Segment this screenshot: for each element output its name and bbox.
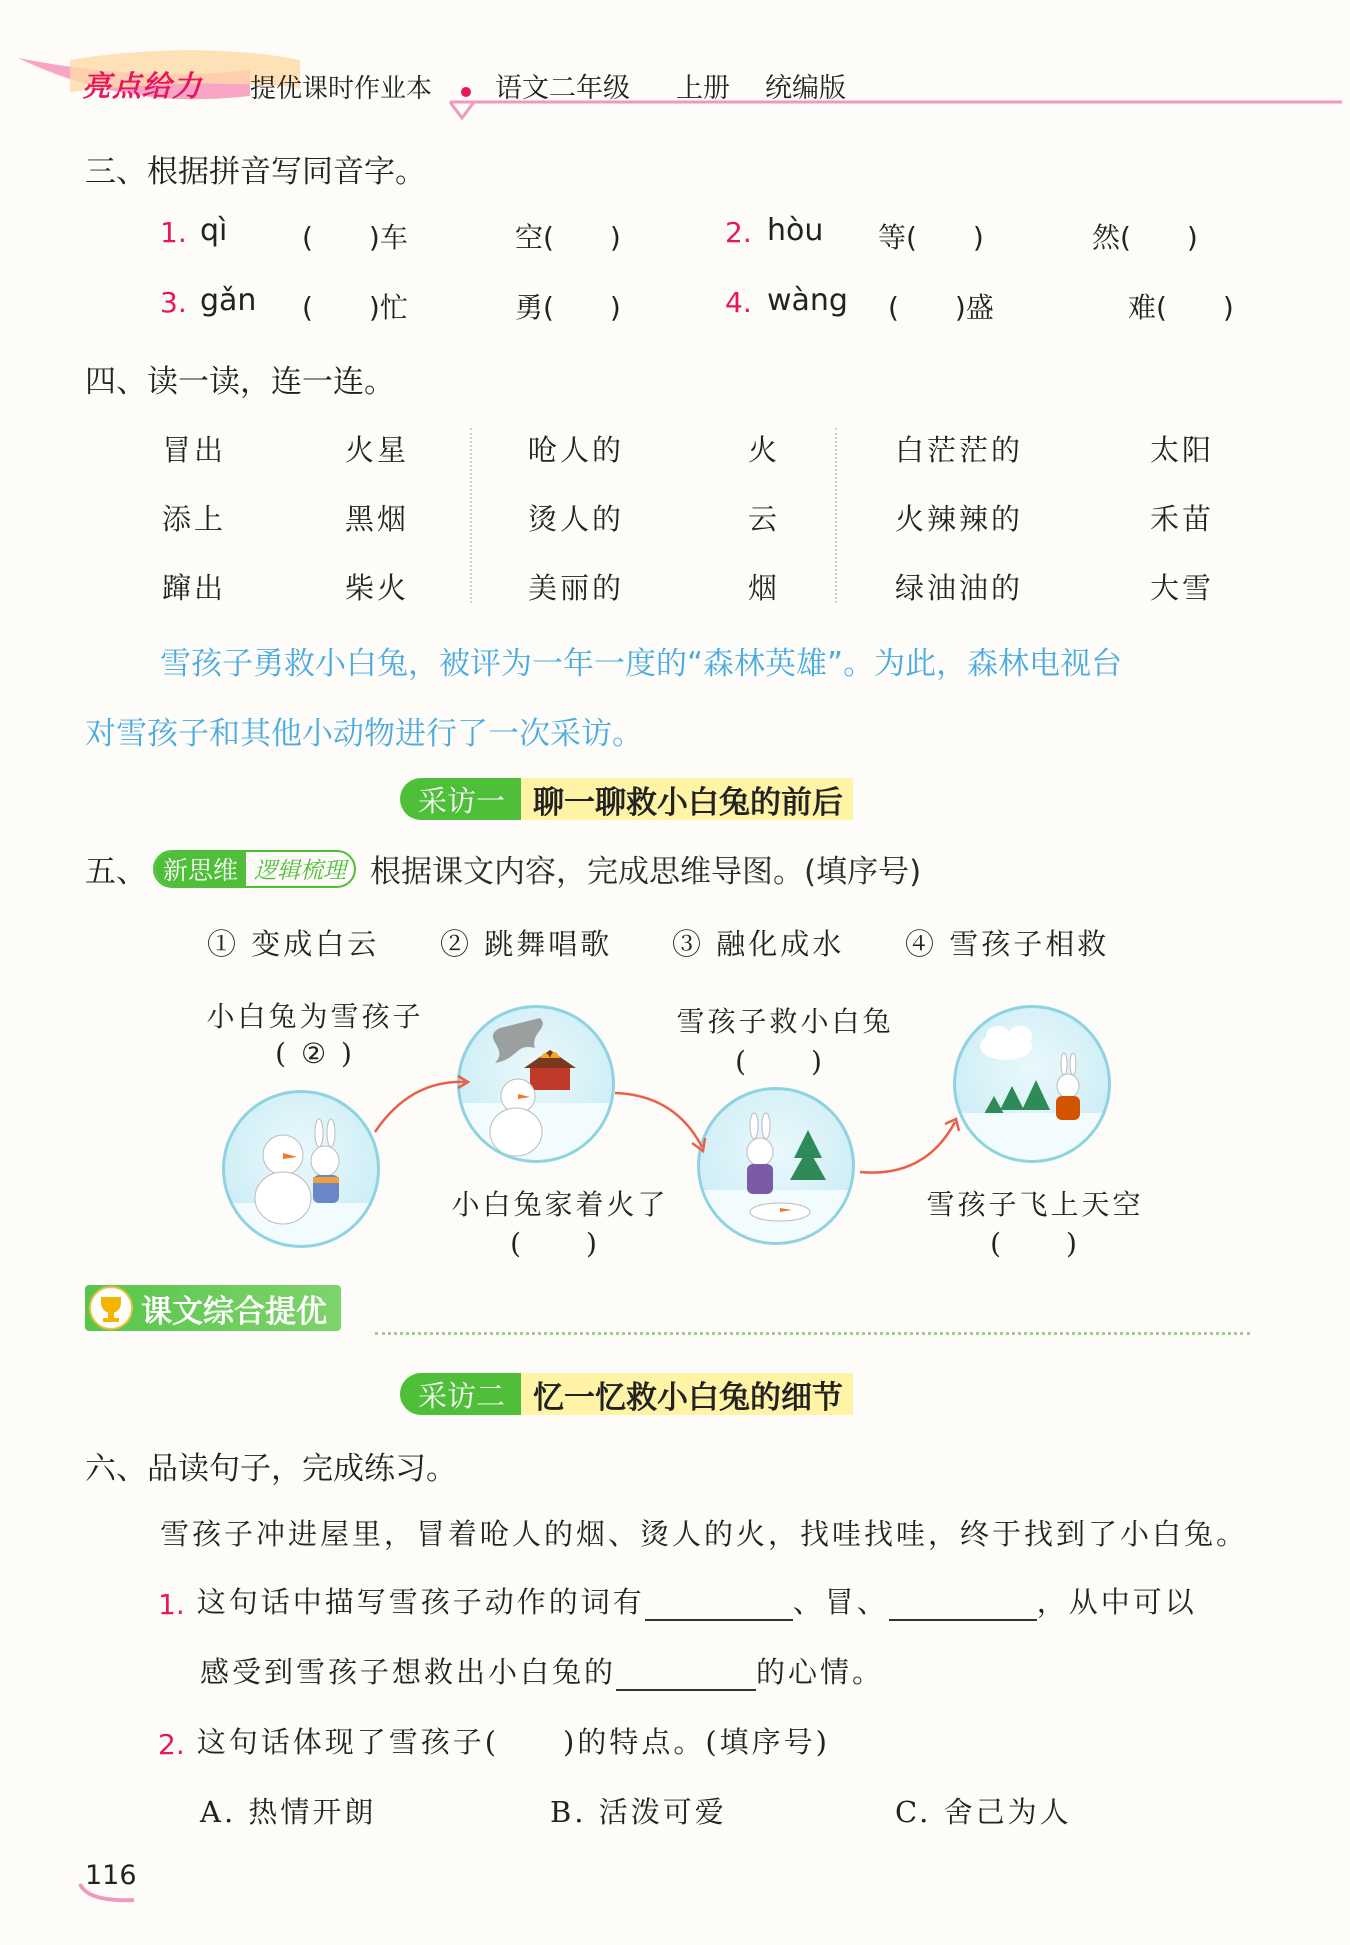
section4-title: 四、读一读，连一连。 xyxy=(85,364,395,400)
s3-item2-a: 等( ) xyxy=(878,221,984,254)
step4-answer: ( ) xyxy=(990,1227,1080,1260)
brand-logo: 亮点给力 xyxy=(82,69,203,103)
s6-q1-num: 1. xyxy=(158,1588,185,1621)
band-dotted-line xyxy=(375,1332,1250,1335)
s4-g2-right-2: 烟 xyxy=(748,571,781,605)
section5-heading xyxy=(85,846,921,891)
s3-item4-a: ( )盛 xyxy=(888,291,994,324)
s6-q1-text-c: ，从中可以 xyxy=(1036,1585,1197,1619)
s4-g3-left-1: 火辣辣的 xyxy=(895,502,1024,536)
trophy-icon xyxy=(86,1285,136,1331)
s6-q1-blank-3[interactable] xyxy=(616,1657,756,1691)
s4-g2-left-1: 烫人的 xyxy=(528,502,625,536)
book-subtitle: 提优课时作业本 xyxy=(250,74,433,104)
header-edition: 统编版 xyxy=(765,73,846,104)
s6-q1-blank-1[interactable] xyxy=(645,1587,793,1621)
story-line-1: 雪孩子勇救小白兔，被评为一年一度的“森林英雄”。为此，森林电视台 xyxy=(160,646,1123,682)
s4-g3-right-0: 太阳 xyxy=(1150,433,1215,467)
s6-choice-a[interactable]: A. 热情开朗 xyxy=(200,1795,377,1829)
s6-sentence: 雪孩子冲进屋里，冒着呛人的烟、烫人的火，找哇找哇，终于找到了小白兔。 xyxy=(160,1517,1249,1551)
step2-answer: ( ) xyxy=(510,1227,600,1260)
interview1-title: 聊一聊救小白兔的前后 xyxy=(521,778,853,820)
s4-g2-right-0: 火 xyxy=(748,433,781,467)
s6-q2 xyxy=(158,1720,830,1761)
illustration-cloud xyxy=(953,1005,1111,1163)
interview2-heading xyxy=(400,1373,853,1415)
section5-title: 根据课文内容，完成思维导图。(填序号) xyxy=(370,854,922,890)
s4-divider-1 xyxy=(470,428,472,603)
s6-q2-num: 2. xyxy=(158,1728,185,1761)
section5-prefix: 五、 xyxy=(85,854,147,890)
step1-caption: 小白兔为雪孩子 xyxy=(206,1000,424,1033)
interview1-tag: 采访一 xyxy=(400,778,521,820)
illustration-melting xyxy=(697,1087,855,1245)
header-subject: 语文二年级 xyxy=(495,73,630,104)
s4-g2-right-1: 云 xyxy=(748,502,781,536)
step2-caption: 小白兔家着火了 xyxy=(451,1188,669,1221)
s3-item2-pinyin: hòu xyxy=(767,213,824,248)
section3-title: 三、根据拼音写同音字。 xyxy=(85,154,426,190)
s3-item1-num: 1. xyxy=(160,216,187,249)
new-thinking-badge xyxy=(153,850,356,888)
s3-item2-num: 2. xyxy=(725,216,752,249)
illustration-fire xyxy=(457,1005,615,1163)
s4-g1-right-2: 柴火 xyxy=(345,571,410,605)
s6-q1-line1 xyxy=(158,1580,1197,1621)
s3-item2-b: 然( ) xyxy=(1092,221,1198,254)
s4-g3-right-2: 大雪 xyxy=(1150,571,1215,605)
s3-item1-a: ( )车 xyxy=(302,221,408,254)
s6-q1-text-a: 这句话中描写雪孩子动作的词有 xyxy=(196,1585,645,1619)
s6-q1-text-e: 的心情。 xyxy=(756,1655,885,1689)
page-number: 116 xyxy=(85,1860,137,1891)
s3-item4-pinyin: wàng xyxy=(767,283,848,318)
step3-caption: 雪孩子救小白兔 xyxy=(676,1005,894,1038)
s3-item3-num: 3. xyxy=(160,286,187,319)
s6-q1-line2 xyxy=(200,1650,884,1691)
s5-option-1: ① 变成白云 xyxy=(207,927,380,961)
s4-g2-left-2: 美丽的 xyxy=(528,571,625,605)
header-decoration xyxy=(0,40,1350,130)
s4-g1-left-1: 添上 xyxy=(162,502,227,536)
s4-g3-left-2: 绿油油的 xyxy=(895,571,1024,605)
badge-label-1: 新思维 xyxy=(155,852,246,886)
melting-snowman-icon xyxy=(700,1090,852,1242)
s5-option-3: ③ 融化成水 xyxy=(672,927,845,961)
s5-option-2: ② 跳舞唱歌 xyxy=(440,927,613,961)
s3-item3-a: ( )忙 xyxy=(302,291,408,324)
s3-item4-num: 4. xyxy=(725,286,752,319)
s5-option-4: ④ 雪孩子相救 xyxy=(905,927,1110,961)
s6-choice-c[interactable]: C. 舍己为人 xyxy=(895,1795,1072,1829)
s3-item4-b: 难( ) xyxy=(1128,291,1234,324)
s4-g1-left-0: 冒出 xyxy=(162,433,227,467)
s6-choice-b[interactable]: B. 活泼可爱 xyxy=(550,1795,727,1829)
interview2-title: 忆一忆救小白兔的细节 xyxy=(521,1373,853,1415)
s3-item3-b: 勇( ) xyxy=(515,291,621,324)
step1-answer: ( ② ) xyxy=(275,1037,355,1070)
arrow-1-icon xyxy=(370,1070,475,1140)
step3-answer: ( ) xyxy=(735,1045,825,1078)
badge-label-2: 逻辑梳理 xyxy=(254,858,347,884)
s6-q1-text-b: 、冒、 xyxy=(792,1585,889,1619)
section6-title: 六、品读句子，完成练习。 xyxy=(85,1451,457,1487)
arrow-3-icon xyxy=(855,1110,965,1185)
s3-item3-pinyin: gǎn xyxy=(200,283,257,318)
interview2-tag: 采访二 xyxy=(400,1373,521,1415)
s4-divider-2 xyxy=(835,428,837,603)
band-title: 课文综合提优 xyxy=(85,1285,341,1331)
header-volume: 上册 xyxy=(676,73,730,104)
snowman-rabbit-dancing-icon xyxy=(225,1093,377,1245)
s4-g1-right-0: 火星 xyxy=(345,433,410,467)
s4-g3-right-1: 禾苗 xyxy=(1150,502,1215,536)
s4-g1-left-2: 蹿出 xyxy=(162,571,227,605)
s6-q1-blank-2[interactable] xyxy=(889,1587,1037,1621)
s6-q1-text-d: 感受到雪孩子想救出小白兔的 xyxy=(200,1655,617,1689)
s6-q2-text: 这句话体现了雪孩子( )的特点。(填序号) xyxy=(196,1725,830,1759)
step4-caption: 雪孩子飞上天空 xyxy=(926,1188,1144,1221)
s4-g1-right-1: 黑烟 xyxy=(345,502,410,536)
interview1-heading xyxy=(400,778,853,820)
s4-g3-left-0: 白茫茫的 xyxy=(895,433,1024,467)
story-line-2: 对雪孩子和其他小动物进行了一次采访。 xyxy=(85,716,643,752)
arrow-2-icon xyxy=(610,1085,715,1160)
illustration-dancing xyxy=(222,1090,380,1248)
s3-item1-pinyin: qì xyxy=(200,213,228,248)
s4-g2-left-0: 呛人的 xyxy=(528,433,625,467)
s3-item1-b: 空( ) xyxy=(515,221,621,254)
snow-cloud-icon xyxy=(956,1008,1108,1160)
house-fire-icon xyxy=(460,1008,612,1160)
